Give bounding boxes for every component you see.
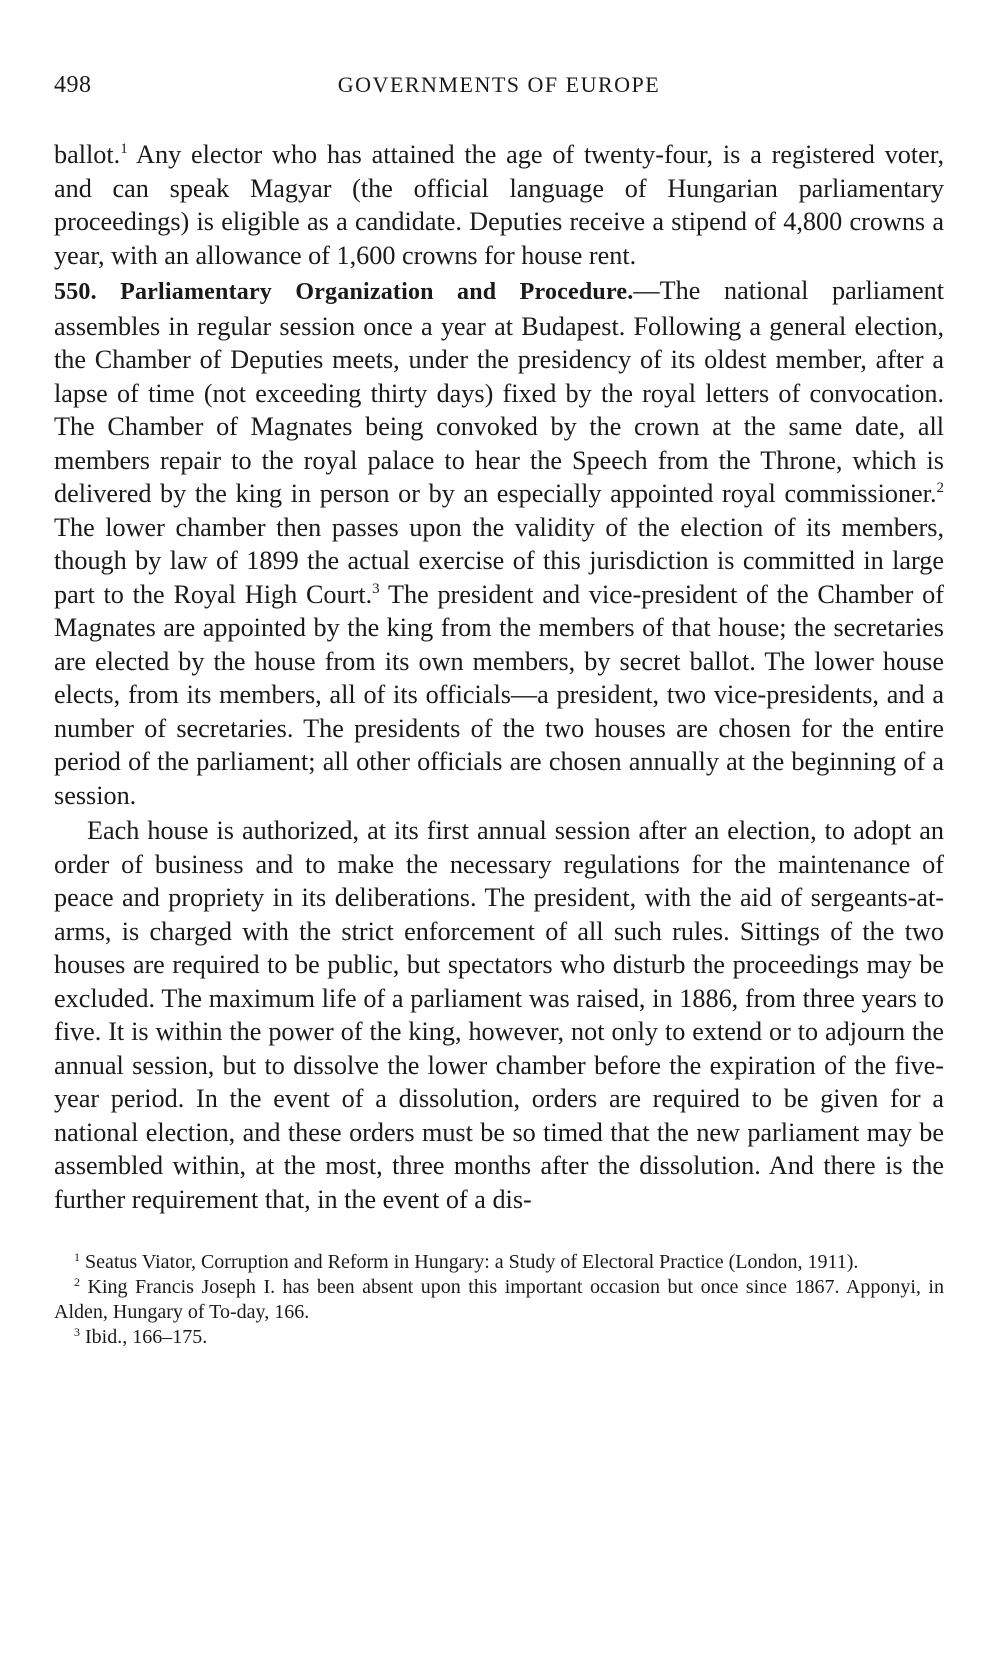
footnote-mark: 3: [74, 1325, 80, 1339]
footnote-ref: 2: [936, 480, 944, 496]
footnote-text: Seatus Viator, Corruption and Reform in Hungary: a Study of Electoral Practice (London, 1911).: [80, 1251, 859, 1273]
footnote: [54, 1275, 944, 1325]
footnote-ref: 3: [372, 580, 380, 597]
paragraph-text: The lower chamber then passes upon the validity of the election of its members, though by law of 1899 the actual exercise of this jurisdiction is committed in large part to the Royal High Court.: [54, 512, 944, 609]
footnote: [54, 1250, 944, 1275]
footnote-text: King Francis Joseph I. has been absent upon this important occasion but once since 1867. Apponyi, in Alden, Hungary of To-day, 166.: [54, 1276, 944, 1323]
paragraph-text: —The national parliament assembles in regular session once a year at Budapest. Following a general election, the Chamber of Deputies meets, under the presidency of its oldest member, after a lapse of time (not exceeding thirty days) fixed by the royal letters of convocation. The Chamber of Magnates being convoked by the crown at the same date, all members repair to the royal palace to hear the Speech from the Throne, which is delivered by the king in person or by an especially appointed royal commissioner.: [54, 276, 944, 508]
paragraph-text: The president and vice-president of the Chamber of Magnates are appointed by the king from the members of that house; the secretaries are elected by the house from its own members, by secret ballot. The lower house elects, from its members, all of its officials—a president, two vice-presidents, and a number of secretaries. The presidents of the two houses are chosen for the entire period of the parliament; all other officials are chosen annually at the beginning of a session.: [54, 579, 944, 810]
page-number: 498: [54, 72, 92, 98]
page-header: [54, 72, 944, 112]
body-text: [54, 138, 944, 1216]
section-heading: 550. Parliamentary Organization and Procedure.: [54, 279, 634, 305]
footnote-ref: 1: [120, 141, 128, 157]
paragraph: [54, 138, 944, 272]
footnote-mark: 1: [74, 1250, 80, 1264]
book-page: [54, 72, 944, 1350]
footnotes: [54, 1250, 944, 1350]
paragraph: [54, 814, 944, 1216]
footnote: [54, 1325, 944, 1350]
footnote-text: Ibid., 166–175.: [80, 1326, 208, 1348]
footnote-mark: 2: [74, 1275, 80, 1289]
paragraph-text: Any elector who has attained the age of twenty-four, is a registered voter, and can speak Magyar (the official language of Hungarian parliamentary proceedings) is eligible as a candidate. Deputies receive a stipend of 4,800 crowns a year, with an allowance of 1,600 crowns for house rent.: [54, 140, 944, 270]
paragraph-text: ballot.: [54, 140, 121, 169]
section-paragraph: [54, 274, 944, 812]
running-title: GOVERNMENTS OF EUROPE: [337, 72, 661, 97]
paragraph-text: Each house is authorized, at its first annual session after an election, to adopt an order of business and to make the necessary regulations for the maintenance of peace and propriety in its deliberations. The president, with the aid of sergeants-at-arms, is charged with the strict enforcement of all such rules. Sittings of the two houses are required to be public, but spectators who disturb the proceedings may be excluded. The maximum life of a parliament was raised, in 1886, from three years to five. It is within the power of the king, however, not only to extend or to adjourn the annual session, but to dissolve the lower chamber before the expiration of the five-year period. In the event of a dissolution, orders are required to be given for a national election, and these orders must be so timed that the new parliament may be assembled within, at the most, three months after the dissolution. And there is the further requirement that, in the event of a dis-: [54, 816, 944, 1214]
